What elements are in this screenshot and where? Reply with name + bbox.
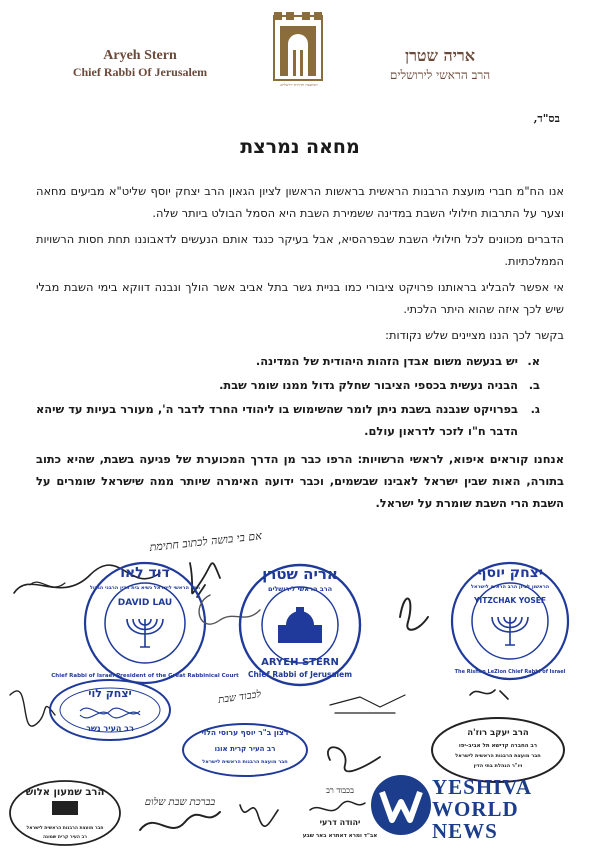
- stamp-david-lau: [51, 563, 239, 683]
- stamp-line: רב העיר קרית אונו: [214, 745, 276, 753]
- list-item: [36, 350, 564, 372]
- signature-scribble: [310, 801, 365, 810]
- list-item-number: א.: [527, 354, 540, 368]
- points-list: [36, 350, 564, 442]
- stamp-english-name: YITZCHAK YOSEF: [474, 596, 546, 605]
- ywn-w-logo-icon: [370, 772, 432, 838]
- list-item: [36, 398, 564, 442]
- stamp-yitzchak-yosef: [452, 563, 568, 679]
- paragraph: אי אפשר להבליג בראותנו פרויקט ציבורי כמו בניית גשר בתל אביב אשר הולך ונבנה דווקא בימי השבת מבלי שיש לכך איזה שהוא היתר הלכתי.: [36, 280, 564, 316]
- signature-scribble: [400, 598, 428, 629]
- stamp-ring-text: The Rishon LeZion Chief Rabbi of Israel: [454, 669, 566, 675]
- list-item-text: בפרויקט שנבנה בשבת ניתן לומר שהשימוש בו ליהודי החרד לדבר ה', מעורר בעיות עד שיהא הדבר ח"ו לזכר לדראון עולם.: [36, 402, 518, 438]
- stamp-english-name: ARYEH STERN: [261, 657, 339, 668]
- paragraph: בקשר לכך הננו מציינים שלש נקודות:: [385, 328, 564, 342]
- letterhead-hebrew: [345, 46, 535, 83]
- stamp-ring-text: Chief Rabbi of Israel President of the Great Rabbinical Court: [51, 673, 239, 679]
- stamp-line: חבר מועצת הרבנות הראשית לישראל: [202, 759, 288, 765]
- closing-paragraph: אנחנו קוראים איפוא, לראשי הרשויות: הרפו כבר מן הדרך המכוערת של פגיעה בשבת, שהיא כתוב בתורה, האות שבין ישראל לאבינו שבשמים, וכבר ידועה האימרה שיותר ממה שישראל שומרים על השבת הרי השבת שומרת על ישראל.: [36, 452, 564, 510]
- signature-title: אב"ד ומרא דאתרא באר שבע: [302, 833, 378, 839]
- letterhead-english-name: Aryeh Stern: [103, 48, 177, 63]
- signature-scribble: [140, 812, 220, 830]
- signature-block-dery: [303, 786, 377, 839]
- stamp-ring-text: Chief Rabbi of Jerusalem: [247, 670, 353, 679]
- menorah-icon: [127, 619, 163, 647]
- stamp-hebrew-name: יצחק לוי: [88, 687, 132, 700]
- list-item-number: ב.: [528, 378, 540, 392]
- stamp-ring-text-hebrew: הרב הראשי לירושלים: [267, 585, 333, 593]
- stamp-ring-text-hebrew: הראשון לציון הרב הראשי לישראל: [470, 584, 550, 590]
- signature-scribble: [328, 747, 380, 771]
- letterhead-english-title: Chief Rabbi Of Jerusalem: [72, 65, 208, 79]
- stamp-line: ויו"ר הנהלת בתי הדין: [473, 763, 523, 769]
- ywn-line-3: NEWS: [432, 819, 498, 843]
- letterhead: [0, 0, 600, 105]
- document-title: מחאה נמרצת: [240, 136, 360, 158]
- signature-scribble: [240, 805, 278, 826]
- stamp-aloush: [10, 781, 120, 845]
- stamp-line: חבר מועצת הרבנות הראשית לישראל: [26, 826, 104, 831]
- letter-body: [36, 180, 564, 518]
- signature-scribble: [199, 595, 260, 624]
- stamp-hebrew-name: הרב יעקב רוז'ה: [467, 728, 529, 738]
- list-item-number: ג.: [530, 402, 540, 416]
- signature-line: בכבוד רב: [326, 786, 354, 795]
- signature-scribble: [190, 563, 220, 597]
- stamp-ring-text-hebrew: הרב הראשי לישראל נשיא בית הדין הרבני הגדול: [89, 585, 201, 591]
- handwritten-note: בברכת שבת שלום: [144, 797, 216, 808]
- yeshiva-world-news-logo: [370, 772, 595, 842]
- paragraph: אנו הח"מ חברי מועצת הרבנות הראשית בראשות הראשון לציון הגאון הרב יצחק יוסף שליט"א מביעים מחאה וצער על התרבות חילולי השבת במדינה ששמירת השבת היא הסמל הבולט ביותר שלה.: [36, 184, 564, 220]
- stamp-ring-text-hebrew: רב העיר נשר: [86, 724, 134, 733]
- book-icon: [52, 801, 78, 815]
- ywn-line-1: YESHIVA: [432, 775, 532, 799]
- jerusalem-skyline-icon: [278, 607, 322, 643]
- list-item-text: יש בנעשה משום אבדן הזהות היהודית של המדינה.: [255, 354, 518, 368]
- signature-scribble: [10, 691, 55, 726]
- stamp-english-name: DAVID LAU: [117, 598, 173, 608]
- stamp-hebrew-name: הרב שמעון אלוש: [25, 787, 105, 798]
- emblem-caption: המועצה הדתית ירושלים: [280, 82, 318, 87]
- stamp-line: רב החברה קדישא תל אביב-יפו: [458, 743, 538, 749]
- menorah-icon: [492, 617, 528, 645]
- ywn-line-2: WORLD: [432, 797, 519, 821]
- stamp-line: רב העיר קרית שמונה: [42, 835, 88, 840]
- stamp-aryeh-stern: [240, 565, 360, 685]
- paragraph: הדברים מכוונים לכל חילולי השבת שבפרהסיא, אבל בעיקר כנגד אותם הנעשים לדאבוננו תחת חסות הרשויות הממלכתיות.: [36, 232, 564, 268]
- handwritten-note: לכבוד שבת: [217, 689, 262, 706]
- list-item-text: הבניה נעשית בכספי הציבור שחלק גדול ממנו שומר שבת.: [219, 378, 518, 392]
- signature-scribble: [330, 695, 405, 713]
- letterhead-english: [60, 48, 220, 80]
- letterhead-hebrew-title: הרב הראשי לירושלים: [389, 68, 491, 82]
- stamp-hebrew-name: אריה שטרן: [262, 565, 338, 583]
- bsd-header: בס"ד,: [533, 112, 560, 125]
- stamp-line: חבר מועצת הרבנות הראשית לישראל: [455, 753, 541, 759]
- list-item: [36, 374, 564, 396]
- handwritten-note-text: אם בי בושה לכתוב חתימת: [148, 529, 263, 554]
- stamp-hebrew-name: רצון ב"ר יוסף ערוסי הלוי: [201, 728, 289, 737]
- stamp-hebrew-name: יצחק יוסף: [477, 565, 543, 581]
- handwritten-note-1: [148, 529, 263, 554]
- stamp-arusi: [183, 724, 307, 776]
- ornament-icon: [80, 708, 140, 718]
- letterhead-hebrew-name: אריה שטרן: [404, 46, 476, 65]
- stamp-hebrew-name: דוד לאו: [120, 565, 170, 581]
- signature-scribble: [470, 690, 508, 699]
- ywn-wordmark: [432, 776, 532, 842]
- stamp-yitzchak-levi: [50, 680, 170, 740]
- signature-name: יהודה דרעי: [319, 818, 361, 827]
